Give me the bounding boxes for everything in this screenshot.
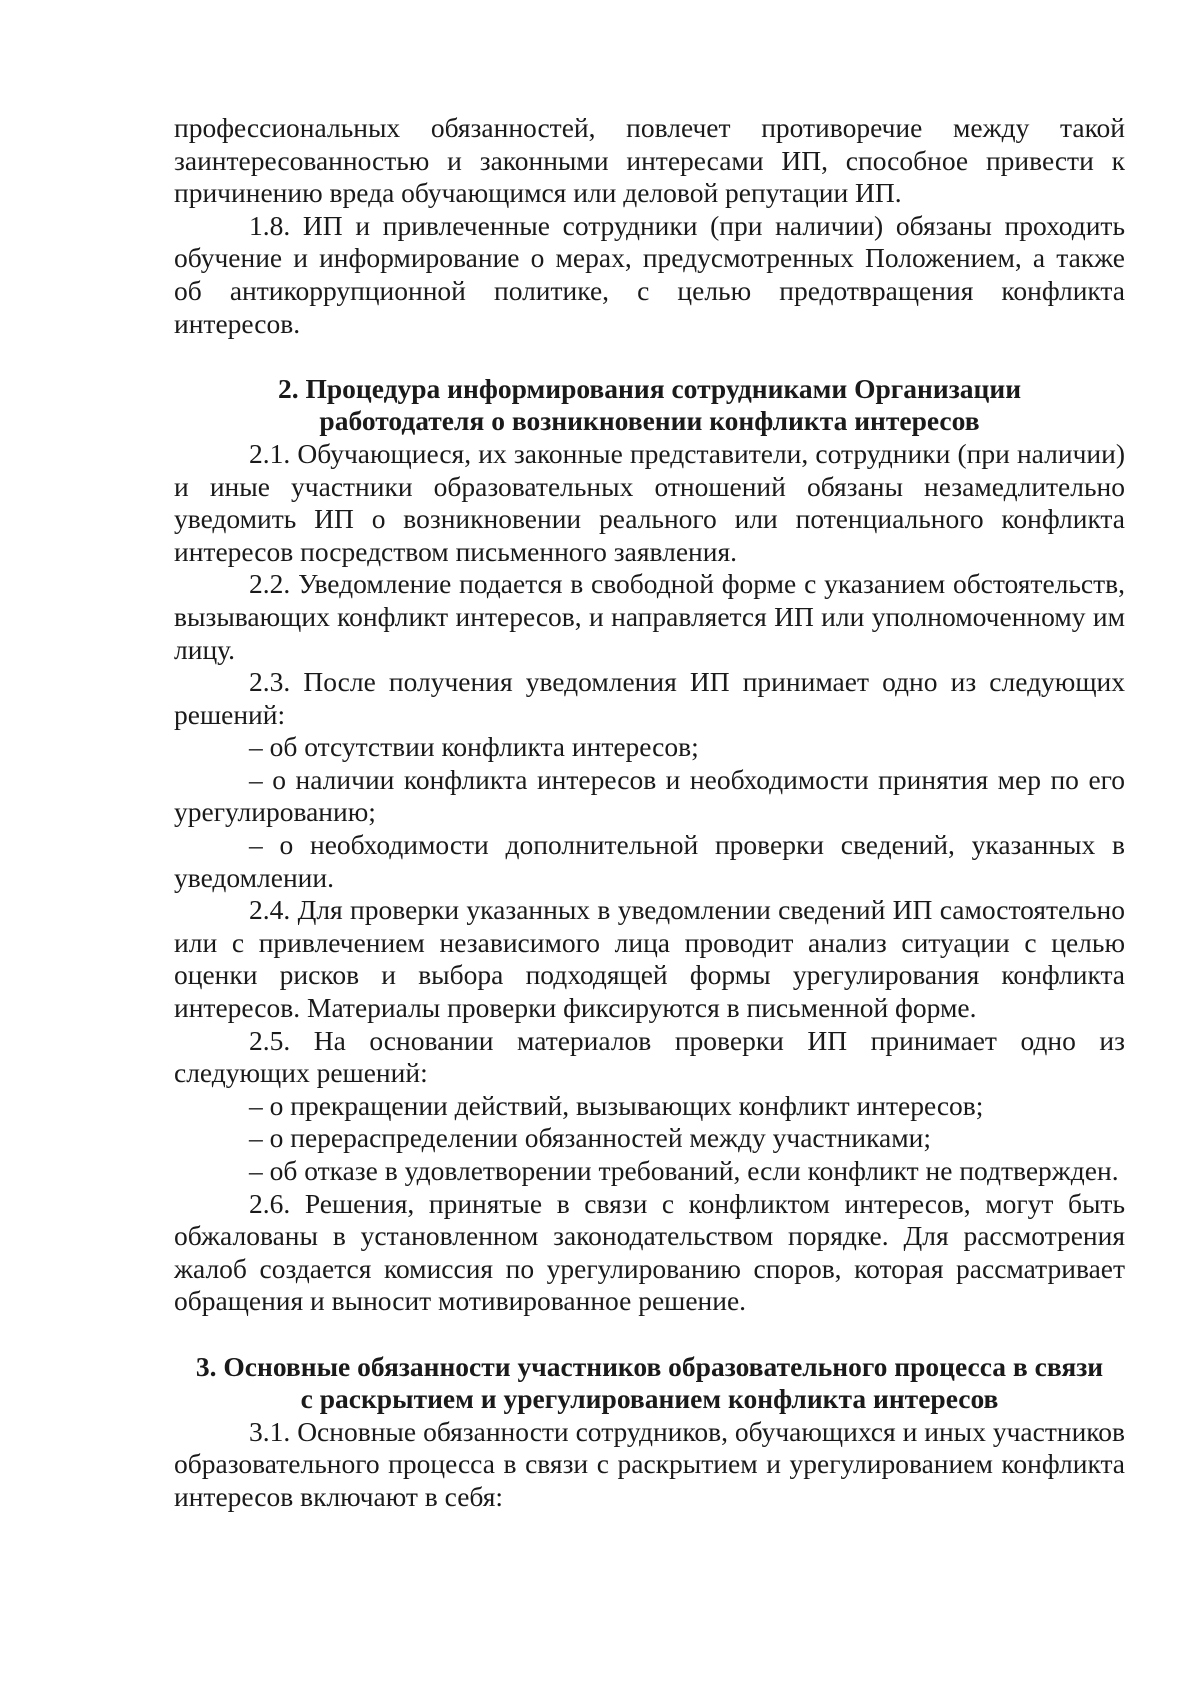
clause-2-5-item-c: – об отказе в удовлетворении требований, если конфликт не подтвержден. (249, 1155, 1119, 1186)
clause-2-3-item-a: – об отсутствии конфликта интересов; (249, 731, 699, 763)
clause-2-3: 2.3. После получения уведомления ИП принимает одно из следующих решений: (174, 666, 1125, 730)
clause-2-1: 2.1. Обучающиеся, их законные представители, сотрудники (при наличии) и иные участники образовательных отношений обязаны незамедлительно уведомить ИП о возникновении реального или потенциального конфликта интересов посредством письменного заявления. (174, 437, 1125, 567)
section-2-heading-line-2: работодателя о возникновении конфликта интересов (319, 405, 980, 437)
document-page (174, 112, 1125, 1514)
clause-2-3-item-c: – о необходимости дополнительной проверки сведений, указанных в уведомлении. (174, 829, 1125, 893)
clause-2-3-item-b: – о наличии конфликта интересов и необходимости принятия мер по его урегулированию; (174, 763, 1125, 828)
clause-2-5-item-a: – о прекращении действий, вызывающих конфликт интересов; (249, 1089, 984, 1121)
clause-2-5: 2.5. На основании материалов проверки ИП принимает одно из следующих решений: (174, 1024, 1125, 1089)
section-spacer (174, 1318, 1125, 1351)
clause-2-5-item-b: – о перераспределении обязанностей между участниками; (249, 1122, 931, 1154)
clause-1-8: 1.8. ИП и привлеченные сотрудники (при наличии) обязаны проходить обучение и информирование о мерах, предусмотренных Положением, а также об антикоррупционной политике, с целью предотвращения конфликта интересов. (174, 209, 1125, 339)
section-spacer (174, 340, 1125, 373)
section-2-heading-line-1: 2. Процедура информирования сотрудниками Организации (277, 372, 1022, 404)
clause-2-6: 2.6. Решения, принятые в связи с конфликтом интересов, могут быть обжалованы в установленном законодательством порядке. Для рассмотрения жалоб создается комиссия по урегулированию споров, которая рассматривает обращения и выносит мотивированное решение. (174, 1187, 1125, 1317)
intro-paragraph: профессиональных обязанностей, повлечет противоречие между такой заинтересованностью и законными интересами ИП, способное привести к причинению вреда обучающимся или деловой репутации ИП. (174, 112, 1125, 209)
clause-3-1: 3.1. Основные обязанности сотрудников, обучающихся и иных участников образовательного процесса в связи с раскрытием и урегулированием конфликта интересов включают в себя: (174, 1415, 1125, 1512)
clause-2-2: 2.2. Уведомление подается в свободной форме с указанием обстоятельств, вызывающих конфликт интересов, и направляется ИП или уполномоченному им лицу. (174, 568, 1125, 665)
section-3-heading-line-2: с раскрытием и урегулированием конфликта интересов (300, 1383, 999, 1415)
section-3-heading-line-1: 3. Основные обязанности участников образовательного процесса в связи (195, 1350, 1104, 1382)
clause-2-4: 2.4. Для проверки указанных в уведомлении сведений ИП самостоятельно или с привлечением независимого лица проводит анализ ситуации с целью оценки рисков и выбора подходящей формы урегулирования конфликта интересов. Материалы проверки фиксируются в письменной форме. (174, 894, 1125, 1024)
